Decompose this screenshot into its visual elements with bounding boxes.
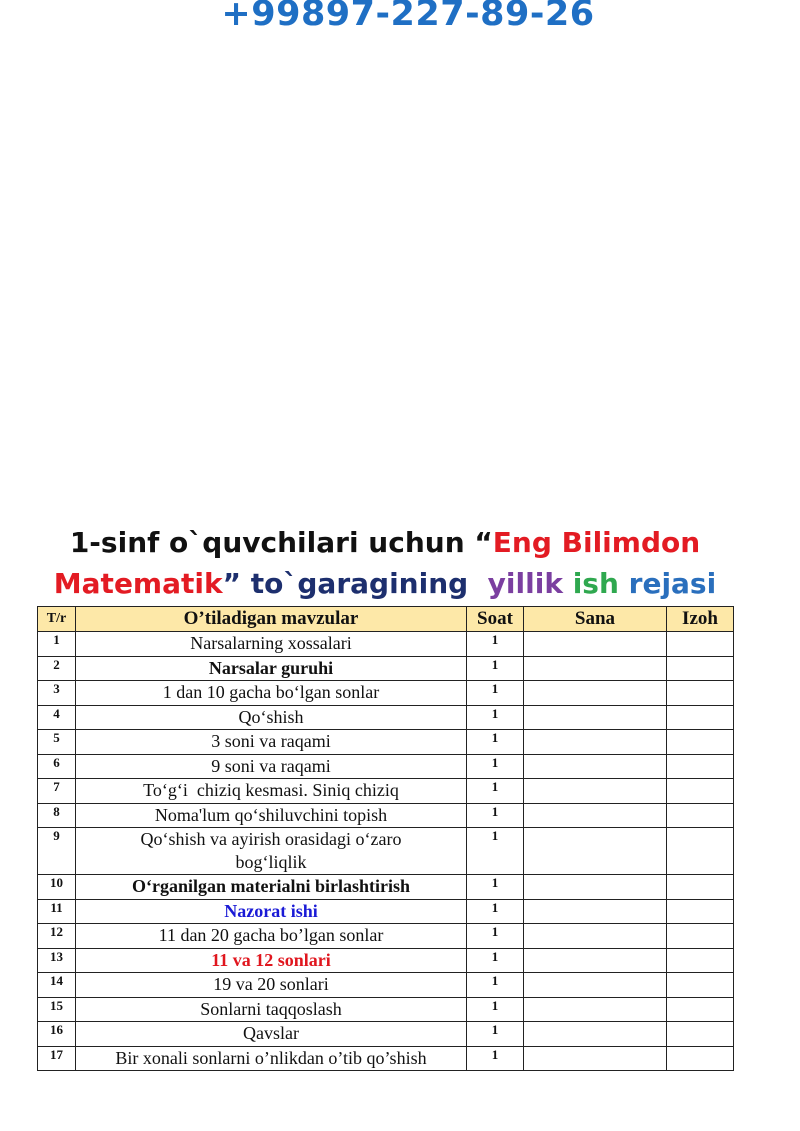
row-num: 9: [38, 828, 76, 875]
table-row: [38, 632, 734, 657]
row-num: 3: [38, 681, 76, 706]
row-date[interactable]: [524, 705, 667, 730]
row-date[interactable]: [524, 754, 667, 779]
title-text-club: ” to`garagining: [222, 567, 469, 600]
row-hours: 1: [467, 705, 524, 730]
row-hours: 1: [467, 973, 524, 998]
row-hours: 1: [467, 754, 524, 779]
table-row: [38, 828, 734, 875]
row-date[interactable]: [524, 730, 667, 755]
row-hours: 1: [467, 828, 524, 875]
title-text-grade: 1-sinf o`quvchilari uchun “: [69, 526, 493, 559]
row-topic: Bir xonali sonlarni o’nlikdan o’tib qo’shish: [76, 1046, 467, 1071]
row-num: 11: [38, 899, 76, 924]
header-hours: Soat: [467, 607, 524, 632]
row-num: 12: [38, 924, 76, 949]
table-row: [38, 705, 734, 730]
title-text-yillik: yillik: [487, 567, 563, 600]
row-num: 14: [38, 973, 76, 998]
row-hours: 1: [467, 924, 524, 949]
plan-title-line-2: [0, 567, 770, 600]
row-num: 1: [38, 632, 76, 657]
row-topic: Qo‘shish va ayirish orasidagi o‘zaro bog‘liqlik: [76, 828, 467, 875]
row-date[interactable]: [524, 656, 667, 681]
row-num: 6: [38, 754, 76, 779]
row-num: 16: [38, 1022, 76, 1047]
row-date[interactable]: [524, 997, 667, 1022]
phone-number: +99897-227-89-26: [221, 0, 595, 34]
table-row: [38, 875, 734, 900]
row-num: 8: [38, 803, 76, 828]
row-date[interactable]: [524, 803, 667, 828]
row-note[interactable]: [667, 779, 734, 804]
row-hours: 1: [467, 1022, 524, 1047]
table-row: [38, 973, 734, 998]
row-date[interactable]: [524, 779, 667, 804]
row-note[interactable]: [667, 705, 734, 730]
row-topic: 3 soni va raqami: [76, 730, 467, 755]
row-hours: 1: [467, 632, 524, 657]
row-date[interactable]: [524, 1046, 667, 1071]
row-topic: O‘rganilgan materialni birlashtirish: [76, 875, 467, 900]
row-note[interactable]: [667, 803, 734, 828]
row-topic: 11 dan 20 gacha bo’lgan sonlar: [76, 924, 467, 949]
row-num: 17: [38, 1046, 76, 1071]
row-note[interactable]: [667, 948, 734, 973]
row-topic: To‘g‘i chiziq kesmasi. Siniq chiziq: [76, 779, 467, 804]
row-topic: 19 va 20 sonlari: [76, 973, 467, 998]
row-note[interactable]: [667, 730, 734, 755]
row-note[interactable]: [667, 1022, 734, 1047]
row-topic: 11 va 12 sonlari: [76, 948, 467, 973]
row-hours: 1: [467, 875, 524, 900]
annual-plan-table: [37, 606, 734, 1071]
row-topic: Noma'lum qo‘shiluvchini topish: [76, 803, 467, 828]
row-note[interactable]: [667, 681, 734, 706]
row-num: 7: [38, 779, 76, 804]
row-date[interactable]: [524, 1022, 667, 1047]
row-date[interactable]: [524, 875, 667, 900]
header-num: T/r: [38, 607, 76, 632]
row-topic: Sonlarni taqqoslash: [76, 997, 467, 1022]
plan-title-line-1: [0, 526, 770, 559]
header-note: Izoh: [667, 607, 734, 632]
row-date[interactable]: [524, 632, 667, 657]
table-header-row: [38, 607, 734, 632]
title-text-eng-bilimdon: Eng Bilimdon: [492, 526, 701, 559]
row-date[interactable]: [524, 973, 667, 998]
table-row: [38, 1022, 734, 1047]
row-topic: 9 soni va raqami: [76, 754, 467, 779]
row-num: 2: [38, 656, 76, 681]
row-date[interactable]: [524, 899, 667, 924]
row-num: 15: [38, 997, 76, 1022]
row-num: 13: [38, 948, 76, 973]
title-text-ish: ish: [572, 567, 619, 600]
row-topic: 1 dan 10 gacha bo‘lgan sonlar: [76, 681, 467, 706]
table-row: [38, 656, 734, 681]
row-date[interactable]: [524, 924, 667, 949]
row-note[interactable]: [667, 997, 734, 1022]
table-row: [38, 924, 734, 949]
title-text-matematik: Matematik: [53, 567, 223, 600]
row-note[interactable]: [667, 1046, 734, 1071]
row-hours: 1: [467, 656, 524, 681]
table-row: [38, 803, 734, 828]
row-topic: Qo‘shish: [76, 705, 467, 730]
row-hours: 1: [467, 803, 524, 828]
row-note[interactable]: [667, 924, 734, 949]
row-hours: 1: [467, 948, 524, 973]
row-topic: Qavslar: [76, 1022, 467, 1047]
table-row: [38, 681, 734, 706]
row-hours: 1: [467, 899, 524, 924]
table-row: [38, 754, 734, 779]
row-hours: 1: [467, 997, 524, 1022]
row-note[interactable]: [667, 754, 734, 779]
row-num: 10: [38, 875, 76, 900]
row-hours: 1: [467, 730, 524, 755]
row-note[interactable]: [667, 632, 734, 657]
table-row: [38, 997, 734, 1022]
row-date[interactable]: [524, 828, 667, 875]
table-row: [38, 730, 734, 755]
row-topic: Narsalarning xossalari: [76, 632, 467, 657]
row-date[interactable]: [524, 681, 667, 706]
row-hours: 1: [467, 1046, 524, 1071]
row-num: 4: [38, 705, 76, 730]
title-text-rejasi: rejasi: [628, 567, 717, 600]
table-row: [38, 948, 734, 973]
row-note[interactable]: [667, 875, 734, 900]
header-topic: O’tiladigan mavzular: [76, 607, 467, 632]
table-row: [38, 1046, 734, 1071]
row-hours: 1: [467, 681, 524, 706]
row-date[interactable]: [524, 948, 667, 973]
row-note[interactable]: [667, 656, 734, 681]
row-topic: Narsalar guruhi: [76, 656, 467, 681]
table-row: [38, 899, 734, 924]
header-date: Sana: [524, 607, 667, 632]
row-note[interactable]: [667, 828, 734, 875]
row-topic: Nazorat ishi: [76, 899, 467, 924]
row-num: 5: [38, 730, 76, 755]
table-row: [38, 779, 734, 804]
row-note[interactable]: [667, 899, 734, 924]
row-hours: 1: [467, 779, 524, 804]
row-note[interactable]: [667, 973, 734, 998]
